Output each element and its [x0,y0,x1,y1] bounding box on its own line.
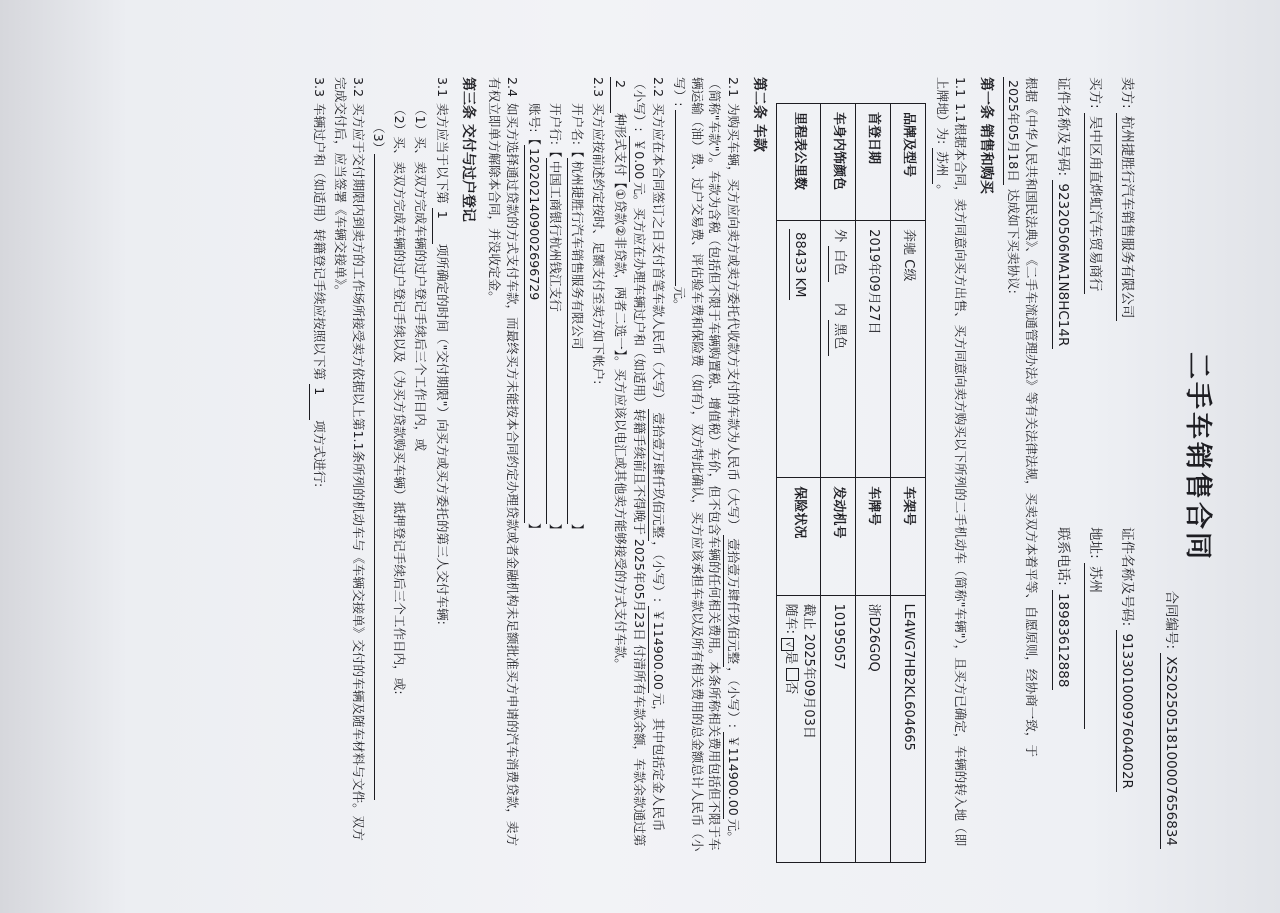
checkbox-yes[interactable]: √ [781,638,794,651]
checkbox-no[interactable] [786,668,799,681]
cert-row: 证件名称及号码: 92320506MA1N8HC14R 联系电话: 18983612888 [1052,77,1072,853]
buyer-id: 92320506MA1N8HC14R [1052,180,1072,349]
vin: LE4WG7HB2KL604665 [891,595,926,862]
bank-name: 开户行:【中国工商银行杭州钱江支行】 [546,77,565,853]
preamble: 根据《中华人民共和国民法典》、《二手车流通管理办法》等有关法律法规，买卖双方本着平等、自愿原则，经协商一致，于 2025年05月18日 达成如下买卖协议: [1003,77,1040,853]
contract-title: 二手车销售合同 [1182,351,1213,562]
clause-2-3: 2.3买方应按前述约定按时、足额支付至卖方如下帐户: [591,76,607,384]
buyer-row: 买方: 吴中区甪直烨虹汽车贸易商行 地址: 苏州 [1084,77,1104,853]
clause-1-1: 1.11.1根据本合同，卖方同意向买方出售、买方同意向卖方购买以下所列的二手机动车（简称"车辆"），且买方已确定，车辆的转入地（即上牌地）为: 苏州。 [932,77,969,853]
plate-number: 浙D26G0Q [856,595,891,862]
article-1-heading: 第一条 销售和购买 [977,76,994,194]
clause-3-3: 3.3车辆过户和（如适用）转籍登记手续应按照以下第 1项方式进行: [309,77,328,853]
mileage: 88433 KM [789,229,808,300]
clause-3-1: 3.1卖方应当于以下第 1项所确定的时间（"交付期限"）向买方或买方委托的第三人交付车辆: [432,77,451,853]
option-3: （3） [370,77,388,853]
clause-2-1: 2.1为购买车辆，买方应向卖方或卖方委托代收款方支付的车款为人民币（大写） 壹拾壹万肆仟玖佰元整，（小写）: ￥114900.00元。（简称"车款"）。车款为含税（包括但不限于车辆购置税、增值税）车价，但不包含车辆的任何相关费用。本条所称相关费用包括但不限于车辆运输（油）费、过户交易费、评估验车费和保险费（如有），双方特此确认，买方应该承担车款以及所有相关费用的总金额总计人民币（小写）: 元。 [671,76,742,852]
clause-2-2: 2.2买方应在本合同签订之日支付首笔车款人民币（大写） 壹拾壹万肆仟玖佰元整，（小写）: ￥114900.00元，其中包括定金人民币（小写）: ￥0.00元。买方应在办理车辆过户和（如适用）转籍手续前且不得晚于 2025年05月23日 付清所有车款余额，车款余款通过第 2种形式支付【①贷款②非贷款，两者二选一】。买方应该以电汇或其他卖方能够接受的方式支付车款。 [610,77,667,853]
seller-name: 杭州捷胜行汽车销售服务有限公司 [1116,112,1136,321]
seller-row: 卖方: 杭州捷胜行汽车销售服务有限公司 证件名称及号码: 91330100097604002R [1116,77,1136,853]
first-registration: 2019年09月27日 [856,220,891,477]
vehicle-table: 品牌及型号 奔驰 C级 车架号 LE4WG7HB2KL604665 首登日期 2019年09月27日 车牌号 浙D26G0Q 车身内饰颜色 外 白色 内 黑色 发动机号 10195057 里程表公里数 88433 KM 保险状况 截止 2025年09月03日 随车: √是 否 [776,103,926,863]
article-2-heading: 第二条 车款 [751,76,768,152]
contract-body [306,77,1136,853]
engine-number: 10195057 [821,595,856,862]
option-2: （2）买、卖双方完成车辆的过户登记手续以及（为买方贷款购买车辆）抵押登记手续后三个工作日内，或: [392,102,408,695]
article-3-heading: 第三条 交付与过户登记 [460,76,476,222]
account-name: 开户名:【杭州捷胜行汽车销售服务有限公司】 [568,77,587,853]
brand-model: 奔驰 C级 [891,220,926,477]
clause-3-2: 3.2买方应于交付期限内到卖方的工作场所接受卖方依据以上第1.1条所列的机动车与《车辆交接单》交付的车辆及随车材料与文件。双方完成交付后，应当签署《车辆交接单》。 [332,76,366,841]
option-1: （1）买、卖双方完成车辆的过户登记手续后三个工作日内，或 [413,102,429,451]
body-interior-color: 外 白色 内 黑色 [821,220,856,477]
insurance-status: 截止 2025年09月03日 随车: √是 否 [777,595,821,862]
contract-number: 合同编号: XS20250518100007656834 [1160,590,1180,848]
seller-id: 91330100097604002R [1116,630,1136,791]
contract-page [30,17,1250,897]
buyer-phone: 18983612888 [1052,589,1072,689]
buyer-address: 苏州 [1084,562,1104,728]
buyer-name: 吴中区甪直烨虹汽车贸易商行 [1084,112,1104,294]
clause-2-4: 2.4如买方选择通过贷款的方式支付车款，而最终买方未能按本合同约定办理贷款或者金融机构未足额批准买方申请的汽车消费贷款，卖方有权立即单方解除本合同，并没收定金。 [486,76,520,846]
account-number: 账号:【1202021409002696729】 [524,77,543,853]
